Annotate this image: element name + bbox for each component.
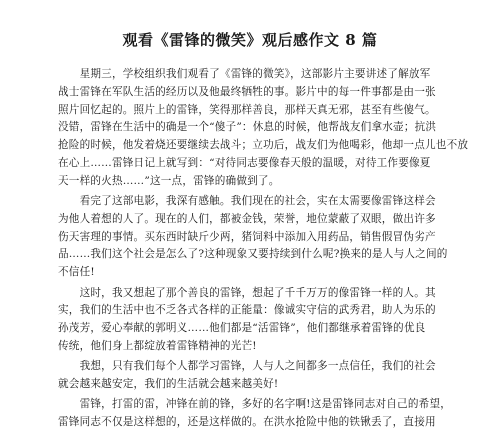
paragraph-4 [58,358,476,394]
text-line: 抢险的时候，他发着烧还要继续去战斗；立功后，战友们为他喝彩，他却一点儿也不放 [58,139,469,152]
text-line: 没错，雷锋在生活中的确是一个“傻子”：休息的时候，他帮战友们拿水壶；抗洪 [58,121,437,134]
paragraph-2 [58,193,476,282]
text-line: 我想，只有我们每个人都学习雷锋，人与人之间都多一点信任，我们的社会 [58,360,436,373]
text-line: 伤天害理的事情。买东西时缺斤少两，猪饲料中添加入用药品，销售假冒伪劣产 [58,230,436,243]
text-line: 传统，他们身上都绽放着雷锋精神的光芒! [58,339,257,352]
document-title: 观看《雷锋的微笑》观后感作文 8 篇 [122,31,378,49]
text-line: 孙茂芳，爱心奉献的郭明义……他们都是“活雷锋”，他们都继承着雷锋的优良 [58,322,426,335]
text-line: 品……我们这个社会是怎么了?这种现象又要持续到什么呢?换来的是人与人之间的 [58,248,448,261]
text-line: 星期三，学校组织我们观看了《雷锋的微笑》，这部影片主要讲述了解放军 [58,68,431,80]
text-line: 这时，我又想起了那个善良的雷锋，想起了千千万万的像雷锋一样的人。其 [58,286,436,299]
text-line: 在心上……雷锋日记上就写到：“对待同志要像春天般的温暖，对待工作要像夏 [58,156,431,169]
text-line: 实，我们的生活中也不乏各式各样的正能量：像诚实守信的武秀君，助人为乐的 [58,304,436,317]
paragraph-5 [58,396,476,432]
document-body [58,66,476,432]
text-line: 为他人着想的人了。现在的人们，都被金钱，荣誉，地位蒙蔽了双眼，做出许多 [58,212,436,225]
paragraph-3 [58,285,476,356]
text-line: 不信任! [58,266,95,279]
text-line: 雷锋同志不仅是这样想的，还是这样做的。在洪水抢险中他的铁锹丢了，直接用 [58,416,436,429]
text-line: 战士雷锋在军队生活的经历以及他最终牺牲的事。影片中的每一件事都是由一张 [58,85,436,98]
text-line: 雷锋，打雷的雷，冲锋在前的锋，多好的名字啊!这是雷锋同志对自己的希望， [58,398,452,411]
text-line: 就会越来越安定，我们的生活就会越来越美好! [58,378,279,391]
text-line: 照片回忆起的。照片上的雷锋，笑得那样善良，那样天真无邪，甚至有些傻气。 [58,103,436,116]
paragraph-1 [58,66,476,191]
text-line: 天一样的火热……”这一点，雷锋的确做到了。 [58,174,280,187]
text-line: 看完了这部电影，我深有感触。我们现在的社会，实在太需要像雷锋这样会 [58,195,436,208]
